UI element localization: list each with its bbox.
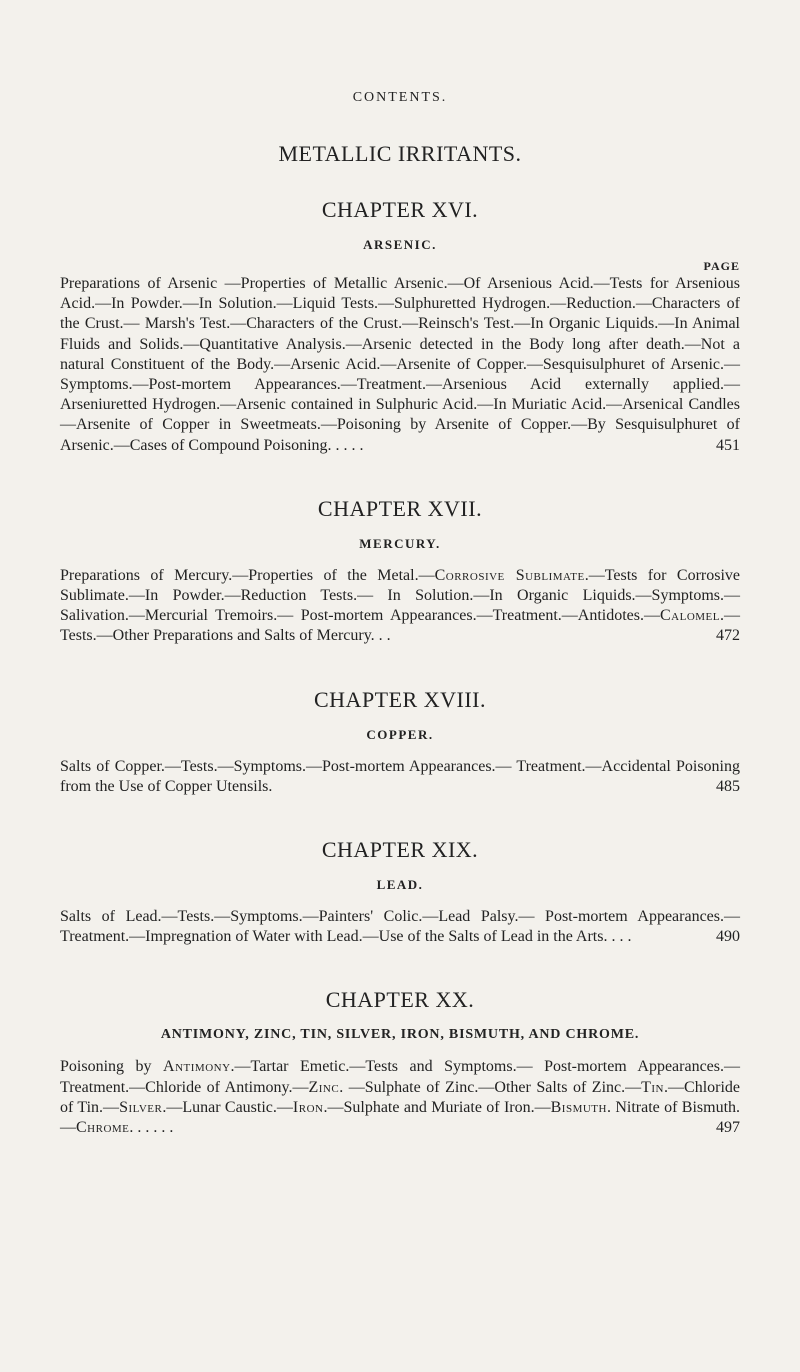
chapter-title: CHAPTER XVIII. bbox=[314, 686, 486, 712]
page-column-header: PAGE bbox=[703, 259, 740, 273]
chapter-subject: ARSENIC. bbox=[363, 237, 437, 252]
small-caps-heading: Bismuth bbox=[550, 1098, 607, 1116]
chapter-contents bbox=[60, 566, 740, 647]
small-caps-heading: Chrome bbox=[76, 1119, 130, 1137]
page-number: 490 bbox=[716, 928, 740, 946]
chapter-subject: COPPER. bbox=[366, 726, 434, 742]
chapter-subject: LEAD. bbox=[376, 877, 424, 893]
page-number: 497 bbox=[716, 1119, 740, 1137]
page-number: 472 bbox=[716, 627, 740, 645]
small-caps-heading: Calomel bbox=[660, 607, 720, 625]
chapter-subject: MERCURY. bbox=[359, 535, 441, 551]
chapter-contents bbox=[60, 274, 740, 456]
section-title: METALLIC IRRITANTS. bbox=[278, 141, 522, 166]
contents-text: . Nitrate of Bismuth.— bbox=[60, 1098, 741, 1137]
leader-dots: . . . bbox=[611, 928, 632, 946]
page-number: 451 bbox=[716, 436, 740, 454]
chapter-contents bbox=[60, 757, 740, 797]
small-caps-heading: Tin bbox=[641, 1078, 665, 1096]
chapter-17 bbox=[60, 496, 740, 647]
leader-dots: . . . . bbox=[335, 436, 364, 454]
chapter-20 bbox=[60, 987, 740, 1138]
small-caps-heading: Corrosive Sublimate bbox=[434, 566, 585, 584]
contents-text: .—Tartar Emetic.—Tests and Symptoms.— Post-mortem Appearances.—Treatment.—Chloride of Antimony.— bbox=[60, 1058, 741, 1096]
chapter-title: CHAPTER XVII. bbox=[317, 495, 483, 521]
contents-text: . —Sulphate of Zinc.—Other Salts of Zinc.— bbox=[339, 1078, 642, 1096]
small-caps-heading: Iron bbox=[292, 1098, 324, 1116]
chapter-title: CHAPTER XVI. bbox=[321, 197, 479, 222]
chapter-16 bbox=[60, 197, 740, 456]
contents-text: Poisoning by bbox=[60, 1058, 164, 1076]
small-caps-heading: Zinc bbox=[308, 1078, 340, 1096]
contents-text: .—Tests for Corrosive Sublimate.—In Powder.—Reduction Tests.— In Solution.—In Organic Liquids.—Symptoms.—Salivation.—Mercurial Tremoirs.— Post-mortem Appearances.—Treatment.—Antidotes.— bbox=[60, 566, 740, 625]
contents-text: . bbox=[129, 1119, 134, 1137]
contents-text: Preparations of Mercury.—Properties of the Metal.— bbox=[60, 566, 435, 584]
contents-page bbox=[60, 80, 740, 1138]
running-head: CONTENTS. bbox=[352, 90, 448, 105]
chapter-subject: ANTIMONY, ZINC, TIN, SILVER, IRON, BISMUTH, AND CHROME. bbox=[160, 1027, 640, 1043]
chapter-title: CHAPTER XX. bbox=[325, 987, 475, 1013]
leader-dots: . . bbox=[378, 627, 391, 645]
small-caps-heading: Silver bbox=[119, 1098, 163, 1116]
contents-text: .—Tests.—Other Preparations and Salts of Mercury. bbox=[60, 607, 740, 645]
contents-text: .—Chloride of Tin.— bbox=[60, 1078, 741, 1116]
chapter-contents bbox=[60, 907, 740, 947]
chapter-19 bbox=[60, 837, 740, 947]
contents-text: Salts of Lead.—Tests.—Symptoms.—Painters' Colic.—Lead Palsy.— Post-mortem Appearances.—Treatment.—Impregnation of Water with Lead.—Use of the Salts of Lead in the Arts. bbox=[60, 908, 740, 946]
page-number: 485 bbox=[716, 777, 740, 795]
contents-text: Preparations of Arsenic —Properties of Metallic Arsenic.—Of Arsenious Acid.—Tests for Arsenious Acid.—In Powder.—In Solution.—Liquid Tests.—Sulphuretted Hydrogen.—Reduction.—Characters of the Crust.— Marsh's Test.—Characters of the Crust.—Reinsch's Test.—In Organic Liquids.—In Animal Fluids and Solids.—Quantitative Analysis.—Arsenic detected in the Body long after death.—Not a natural Constituent of the Body.—Arsenic Acid.—Arsenite of Copper.—Sesquisulphuret of Arsenic.— Symptoms.—Post-mortem Appearances.—Treatment.—Arsenious Acid externally applied.—Arseniuretted Hydrogen.—Arsenic contained in Sulphuric Acid.—In Muriatic Acid.—Arsenical Candles —Arsenite of Copper in Sweetmeats.—Poisoning by Arsenite of Copper.—By Sesquisulphuret of Arsenic.—Cases of Compound Poisoning. bbox=[60, 275, 740, 454]
contents-text: Salts of Copper.—Tests.—Symptoms.—Post-mortem Appearances.— Treatment.—Accidental Poisoning from the Use of Copper Utensils. bbox=[60, 757, 740, 795]
small-caps-heading: Antimony bbox=[163, 1058, 231, 1076]
chapter-18 bbox=[60, 687, 740, 797]
chapter-contents bbox=[60, 1057, 740, 1138]
chapter-title: CHAPTER XIX. bbox=[321, 837, 479, 863]
leader-dots: . . . . . bbox=[137, 1119, 174, 1137]
contents-text: .—Sulphate and Muriate of Iron.— bbox=[323, 1098, 551, 1116]
contents-text: .—Lunar Caustic.— bbox=[162, 1098, 293, 1116]
